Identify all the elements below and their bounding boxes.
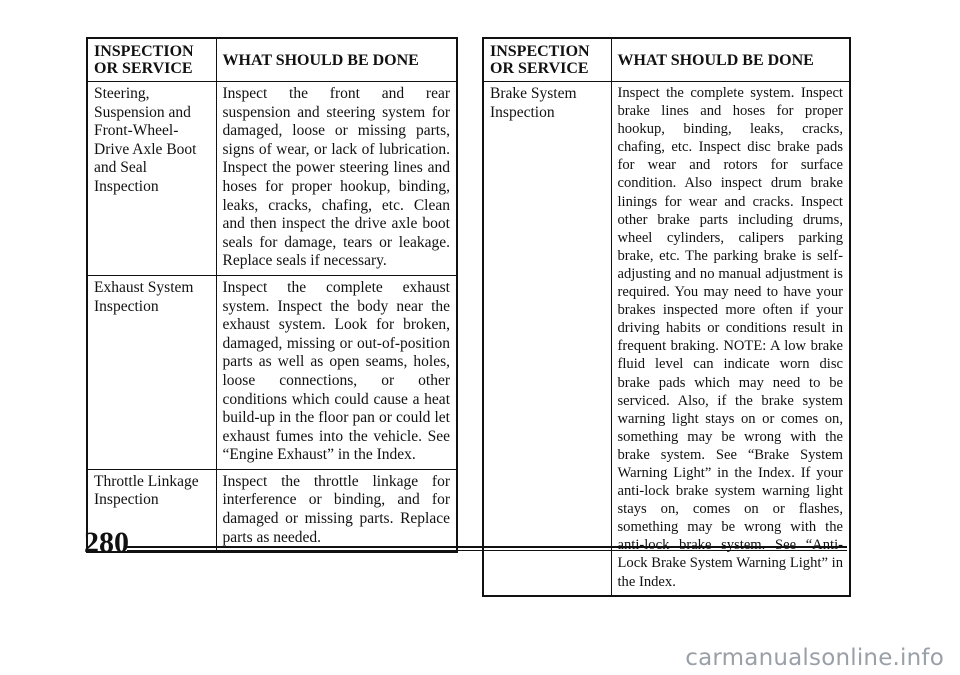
service-action: Inspect the complete exhaust system. Inspect the body near the exhaust system. Look for broken, damaged, missing or out-of-position parts as well as open seams, holes, loose connections, or other conditions which could cause a heat build-up in the floor pan or could let exhaust fumes into the vehicle. See “Engine Exhaust” in the Index. — [216, 275, 457, 469]
service-name: Exhaust System Inspection — [87, 275, 216, 469]
table-row — [87, 469, 457, 552]
table-row — [87, 82, 457, 276]
table-header-row — [87, 38, 457, 82]
watermark: carmanualsonline.info — [685, 645, 944, 671]
header-inspection-or-service: INSPECTION OR SERVICE — [483, 38, 611, 82]
header-inspection-or-service: INSPECTION OR SERVICE — [87, 38, 216, 82]
header-what-should-be-done: WHAT SHOULD BE DONE — [611, 38, 850, 82]
service-name: Brake System Inspection — [483, 82, 611, 596]
service-action: Inspect the throttle linkage for interference or binding, and for damaged or missing parts. Replace parts as needed. — [216, 469, 457, 552]
footer-rule-thin — [127, 550, 847, 551]
service-action: Inspect the front and rear suspension and steering system for damaged, loose or missing parts, signs of wear, or lack of lubrication. Inspect the power steering lines and hoses for proper hookup, binding, leaks, cracks, chafing, etc. Clean and then inspect the drive axle boot seals for damage, tears or leakage. Replace seals if necessary. — [216, 82, 457, 276]
header-what-should-be-done: WHAT SHOULD BE DONE — [216, 38, 457, 82]
service-name: Throttle Linkage Inspection — [87, 469, 216, 552]
maintenance-table-right — [482, 37, 851, 597]
maintenance-table-left — [86, 37, 458, 553]
table-row — [483, 82, 850, 596]
page-number: 280 — [84, 526, 129, 559]
service-action: Inspect the complete system. Inspect brake lines and hoses for proper hookup, binding, leaks, cracks, chafing, etc. Inspect disc brake pads for wear and rotors for surface condition. Also inspect drum brake linings for wear and cracks. Inspect other brake parts including drums, wheel cylinders, calipers parking brake, etc. The parking brake is self-adjusting and no manual adjustment is required. You may need to have your brakes inspected more often if your driving habits or conditions result in frequent braking. NOTE: A low brake fluid level can indicate worn disc brake pads which may need to be serviced. Also, if the brake system warning light stays on or comes on, something may be wrong with the brake system. See “Brake System Warning Light” in the Index. If your anti-lock brake system warning light stays on, comes on or flashes, something may be wrong with the anti-lock brake system. See “Anti-Lock Brake System Warning Light” in the Index. — [611, 82, 850, 596]
table-row — [87, 275, 457, 469]
service-name: Steering, Suspension and Front-Wheel-Drive Axle Boot and Seal Inspection — [87, 82, 216, 276]
footer-rule — [127, 546, 847, 548]
table-header-row — [483, 38, 850, 82]
